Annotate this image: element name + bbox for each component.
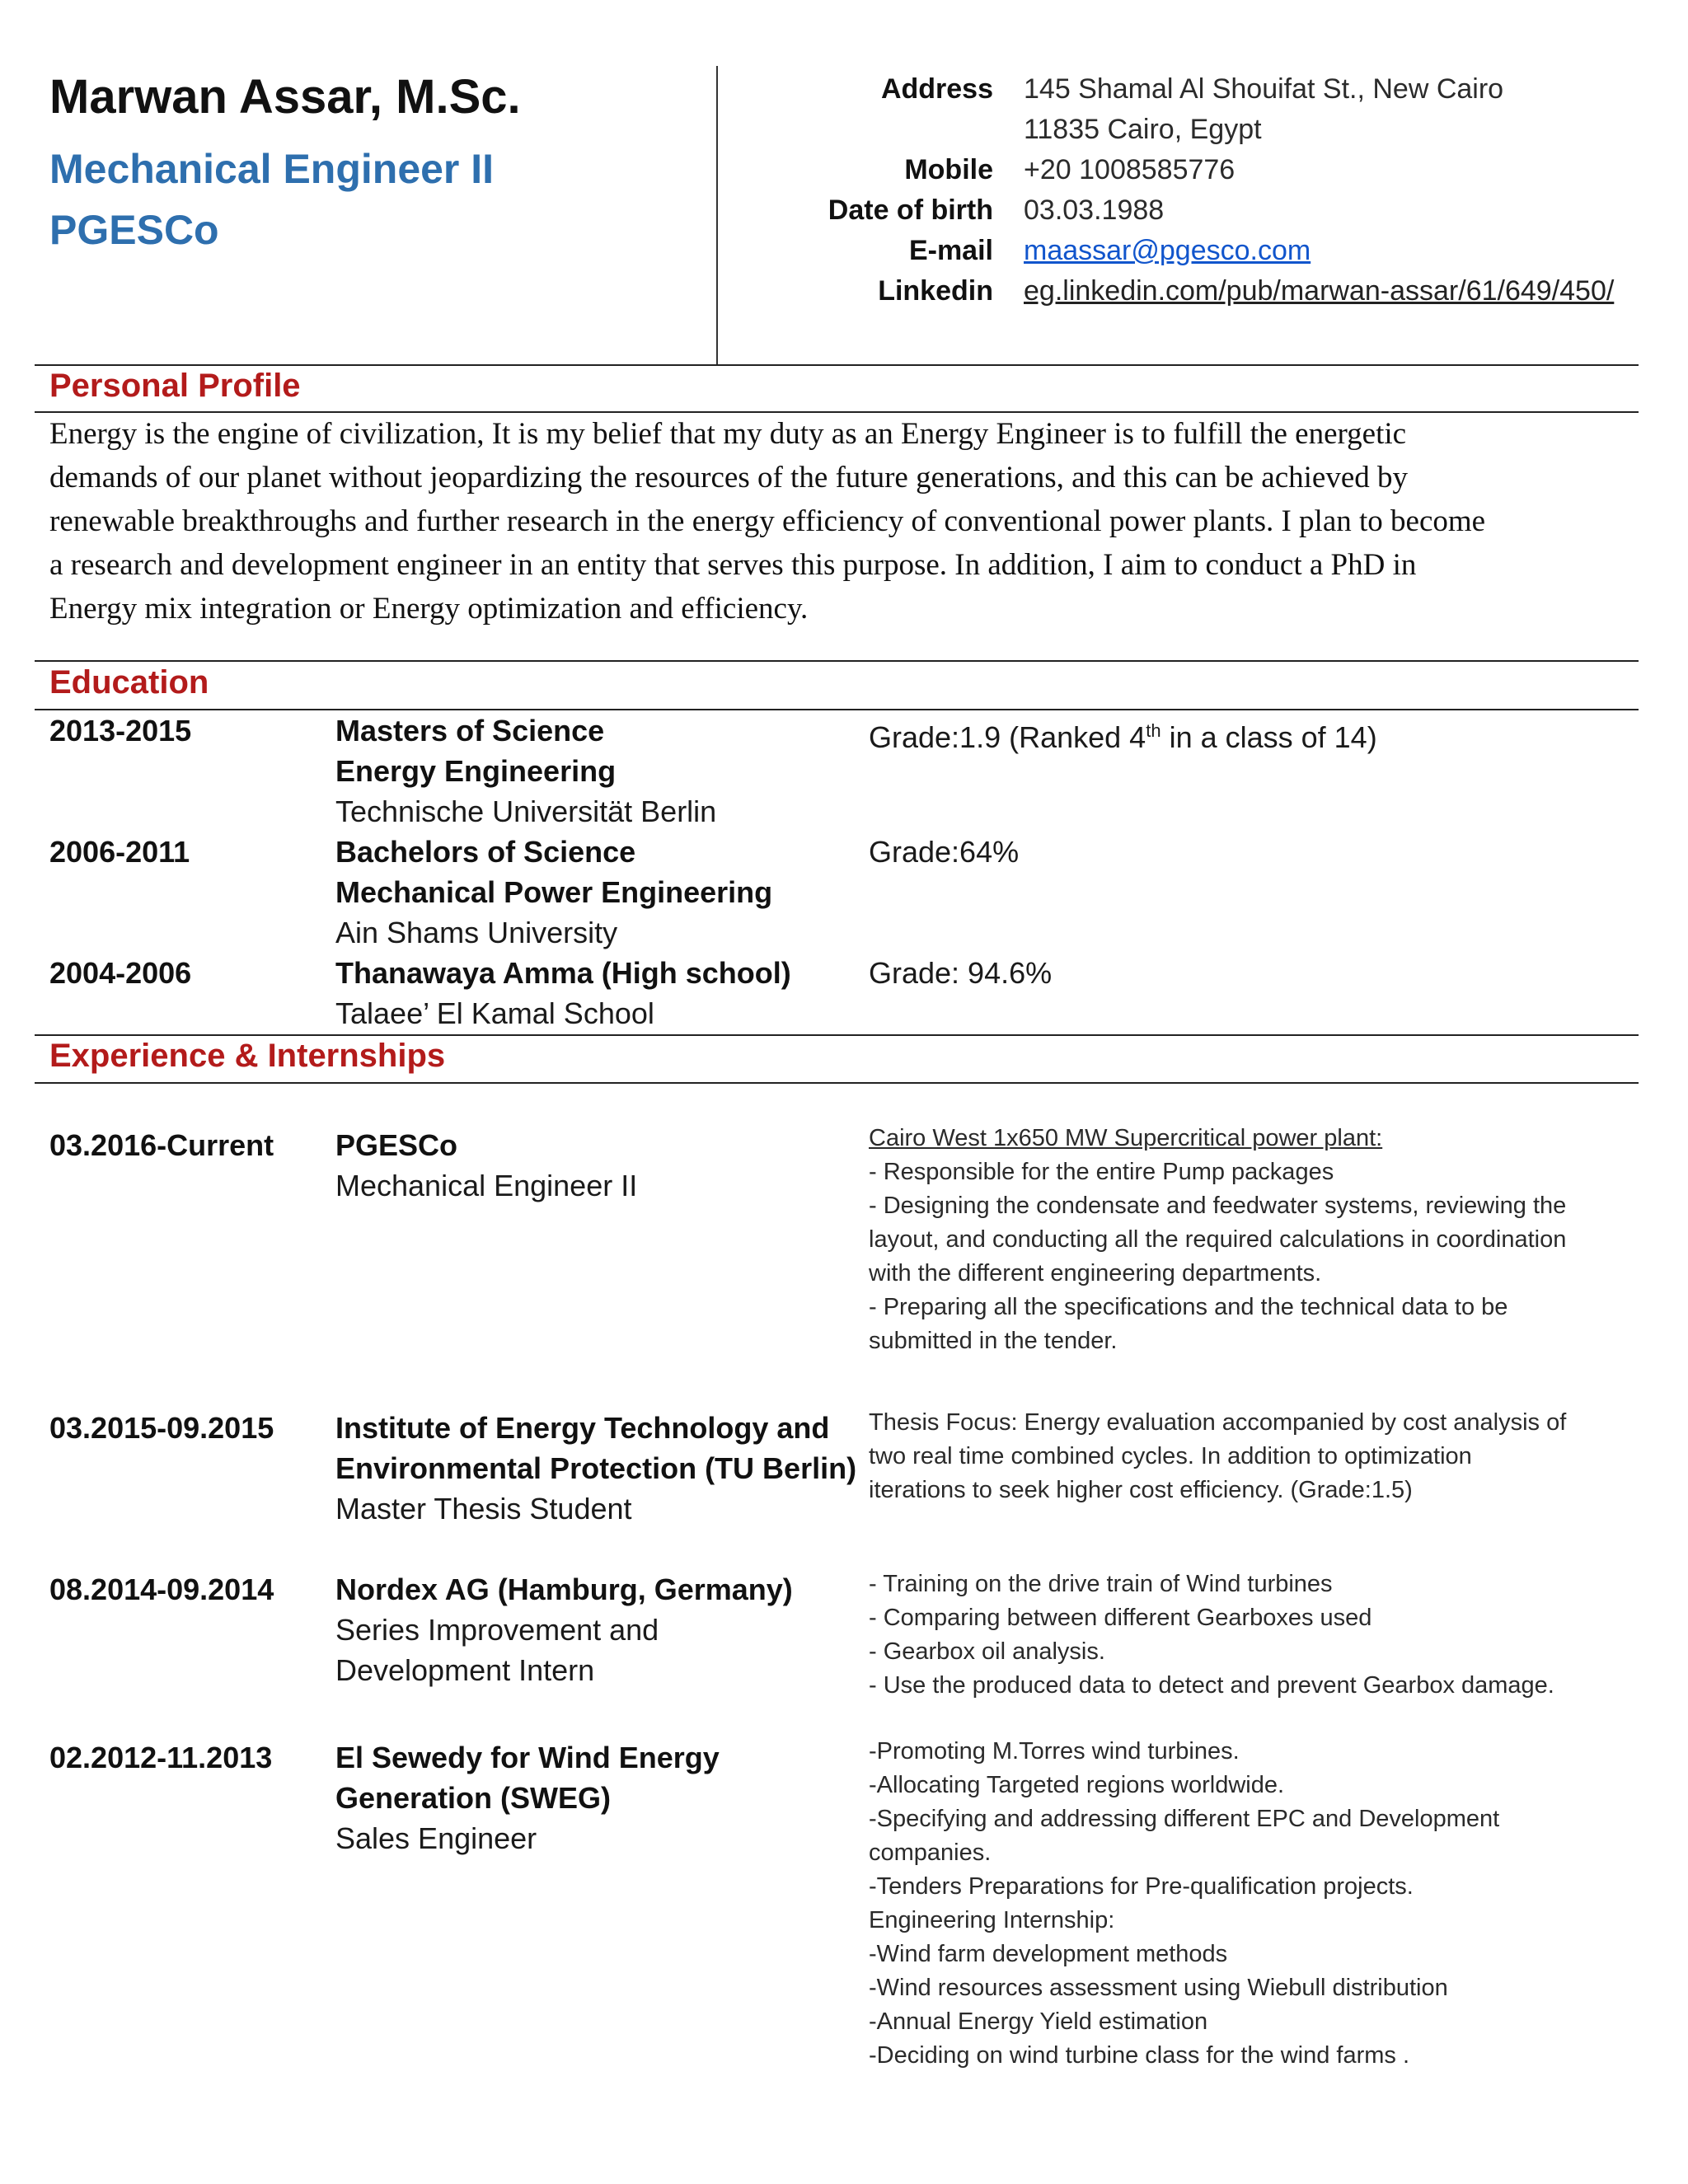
header-divider — [716, 66, 718, 364]
experience-org-name: El Sewedy for Wind Energy — [335, 1741, 720, 1774]
experience-desc-line: submitted in the tender. — [869, 1328, 1118, 1354]
experience-desc-line: with the different engineering departments. — [869, 1260, 1322, 1286]
contact-mobile-row — [725, 150, 1657, 190]
experience-dates: 03.2016-Current — [49, 1128, 274, 1162]
contact-block — [725, 69, 1657, 312]
email-link[interactable]: maassar@pgesco.com — [1024, 235, 1311, 266]
education-details — [335, 710, 896, 832]
education-years: 2006-2011 — [49, 835, 190, 869]
experience-role: Mechanical Engineer II — [335, 1169, 638, 1202]
education-details — [335, 953, 896, 1033]
section-divider — [35, 1082, 1639, 1084]
education-degree: Masters of Science — [335, 714, 605, 748]
experience-desc-line: - Use the produced data to detect and prevent Gearbox damage. — [869, 1672, 1554, 1699]
experience-desc-line: iterations to seek higher cost efficiency. (Grade:1.5) — [869, 1477, 1413, 1503]
dob-label: Date of birth — [828, 194, 993, 226]
experience-desc-line: - Gearbox oil analysis. — [869, 1638, 1105, 1665]
experience-desc-line: Thesis Focus: Energy evaluation accompanied by cost analysis of — [869, 1409, 1567, 1436]
profile-line: Energy is the engine of civilization, It is my belief that my duty as an Energy Engineer is to fulfill the energetic — [49, 417, 1407, 451]
experience-desc-line: companies. — [869, 1840, 992, 1866]
address-line-2: 11835 Cairo, Egypt — [1024, 114, 1262, 145]
education-years: 2013-2015 — [49, 714, 192, 748]
education-field: Energy Engineering — [335, 754, 617, 788]
education-school: Technische Universität Berlin — [335, 794, 717, 828]
education-degree: Thanawaya Amma (High school) — [335, 956, 791, 990]
grade-superscript: th — [1146, 720, 1161, 741]
grade-text-tail: in a class of 14) — [1160, 720, 1377, 754]
job-title-block — [49, 138, 494, 260]
experience-description — [869, 1568, 1554, 1703]
contact-linkedin-row — [725, 271, 1657, 312]
experience-desc-line: - Preparing all the specifications and the technical data to be — [869, 1294, 1508, 1320]
personal-profile-heading: Personal Profile — [49, 368, 301, 404]
education-field: Mechanical Power Engineering — [335, 875, 773, 909]
experience-org — [335, 1737, 896, 1858]
section-divider — [35, 660, 1639, 662]
job-title: Mechanical Engineer II — [49, 146, 495, 192]
experience-dates: 02.2012-11.2013 — [49, 1741, 273, 1774]
experience-desc-line: -Tenders Preparations for Pre-qualification projects. — [869, 1873, 1414, 1900]
mobile-label: Mobile — [904, 154, 993, 185]
contact-dob-row — [725, 190, 1657, 231]
experience-role: Development Intern — [335, 1653, 595, 1687]
grade-text: Grade:1.9 (Ranked 4 — [869, 720, 1146, 754]
profile-text — [49, 412, 1632, 630]
experience-desc-line: -Annual Energy Yield estimation — [869, 2008, 1208, 2035]
education-years: 2004-2006 — [49, 956, 192, 990]
dob-value: 03.03.1988 — [1024, 194, 1165, 226]
experience-heading: Experience & Internships — [49, 1038, 446, 1074]
address-value — [1024, 69, 1503, 150]
experience-desc-line: - Comparing between different Gearboxes used — [869, 1605, 1372, 1631]
experience-org-name: Environmental Protection (TU Berlin) — [335, 1451, 857, 1485]
experience-desc-line: -Promoting M.Torres wind turbines. — [869, 1738, 1240, 1765]
experience-desc-line: Engineering Internship: — [869, 1907, 1115, 1933]
experience-role: Master Thesis Student — [335, 1492, 632, 1526]
experience-desc-line: - Responsible for the entire Pump packages — [869, 1159, 1334, 1185]
address-label: Address — [880, 73, 993, 105]
experience-desc-line: -Deciding on wind turbine class for the wind farms . — [869, 2042, 1410, 2069]
address-line-1: 145 Shamal Al Shouifat St., New Cairo — [1024, 73, 1504, 105]
education-grade: Grade: 94.6% — [869, 956, 1053, 990]
section-divider — [35, 1034, 1639, 1036]
email-label: E-mail — [908, 235, 993, 266]
linkedin-label: Linkedin — [878, 275, 993, 307]
experience-org-name: Nordex AG (Hamburg, Germany) — [335, 1572, 793, 1606]
education-school: Ain Shams University — [335, 916, 618, 949]
linkedin-link[interactable]: eg.linkedin.com/pub/marwan-assar/61/649/450/ — [1024, 275, 1615, 307]
profile-line: a research and development engineer in an entity that serves this purpose. In addition, I aim to conduct a PhD in — [49, 548, 1417, 582]
contact-address-row — [725, 69, 1657, 150]
experience-desc-line: -Wind resources assessment using Wiebull distribution — [869, 1975, 1448, 2001]
education-details — [335, 832, 896, 953]
candidate-name: Marwan Assar, M.Sc. — [49, 70, 521, 124]
experience-description — [869, 1122, 1566, 1358]
experience-description — [869, 1406, 1566, 1507]
experience-desc-line: two real time combined cycles. In addition to optimization — [869, 1443, 1472, 1469]
experience-dates: 08.2014-09.2014 — [49, 1572, 274, 1606]
education-school: Talaee’ El Kamal School — [335, 996, 654, 1030]
experience-dates: 03.2015-09.2015 — [49, 1411, 274, 1445]
company-name: PGESCo — [49, 207, 219, 253]
experience-role: Sales Engineer — [335, 1821, 537, 1855]
contact-email-row — [725, 231, 1657, 271]
education-heading: Education — [49, 664, 209, 701]
experience-org — [335, 1408, 896, 1529]
experience-desc-line: - Designing the condensate and feedwater systems, reviewing the — [869, 1193, 1567, 1219]
mobile-value: +20 1008585776 — [1024, 154, 1236, 185]
experience-description — [869, 1735, 1499, 2073]
experience-org — [335, 1125, 896, 1206]
section-divider — [35, 364, 1639, 366]
experience-desc-line: - Training on the drive train of Wind turbines — [869, 1571, 1333, 1597]
experience-org-name: PGESCo — [335, 1128, 458, 1162]
profile-line: demands of our planet without jeopardizing the resources of the future generations, and this can be achieved by — [49, 461, 1408, 494]
experience-desc-line: -Wind farm development methods — [869, 1941, 1228, 1967]
experience-org-name: Institute of Energy Technology and — [335, 1411, 830, 1445]
experience-desc-line: -Specifying and addressing different EPC and Development — [869, 1806, 1500, 1832]
experience-desc-title: Cairo West 1x650 MW Supercritical power plant: — [869, 1125, 1383, 1151]
education-grade: Grade:64% — [869, 835, 1020, 869]
education-grade — [869, 710, 1377, 757]
profile-line: renewable breakthroughs and further research in the energy efficiency of conventional power plants. I plan to become — [49, 504, 1486, 538]
experience-desc-line: layout, and conducting all the required calculations in coordination — [869, 1226, 1567, 1253]
education-degree: Bachelors of Science — [335, 835, 636, 869]
experience-role: Series Improvement and — [335, 1613, 659, 1647]
experience-org-name: Generation (SWEG) — [335, 1781, 612, 1815]
profile-line: Energy mix integration or Energy optimization and efficiency. — [49, 592, 809, 626]
experience-desc-line: -Allocating Targeted regions worldwide. — [869, 1772, 1285, 1798]
experience-org — [335, 1569, 896, 1690]
